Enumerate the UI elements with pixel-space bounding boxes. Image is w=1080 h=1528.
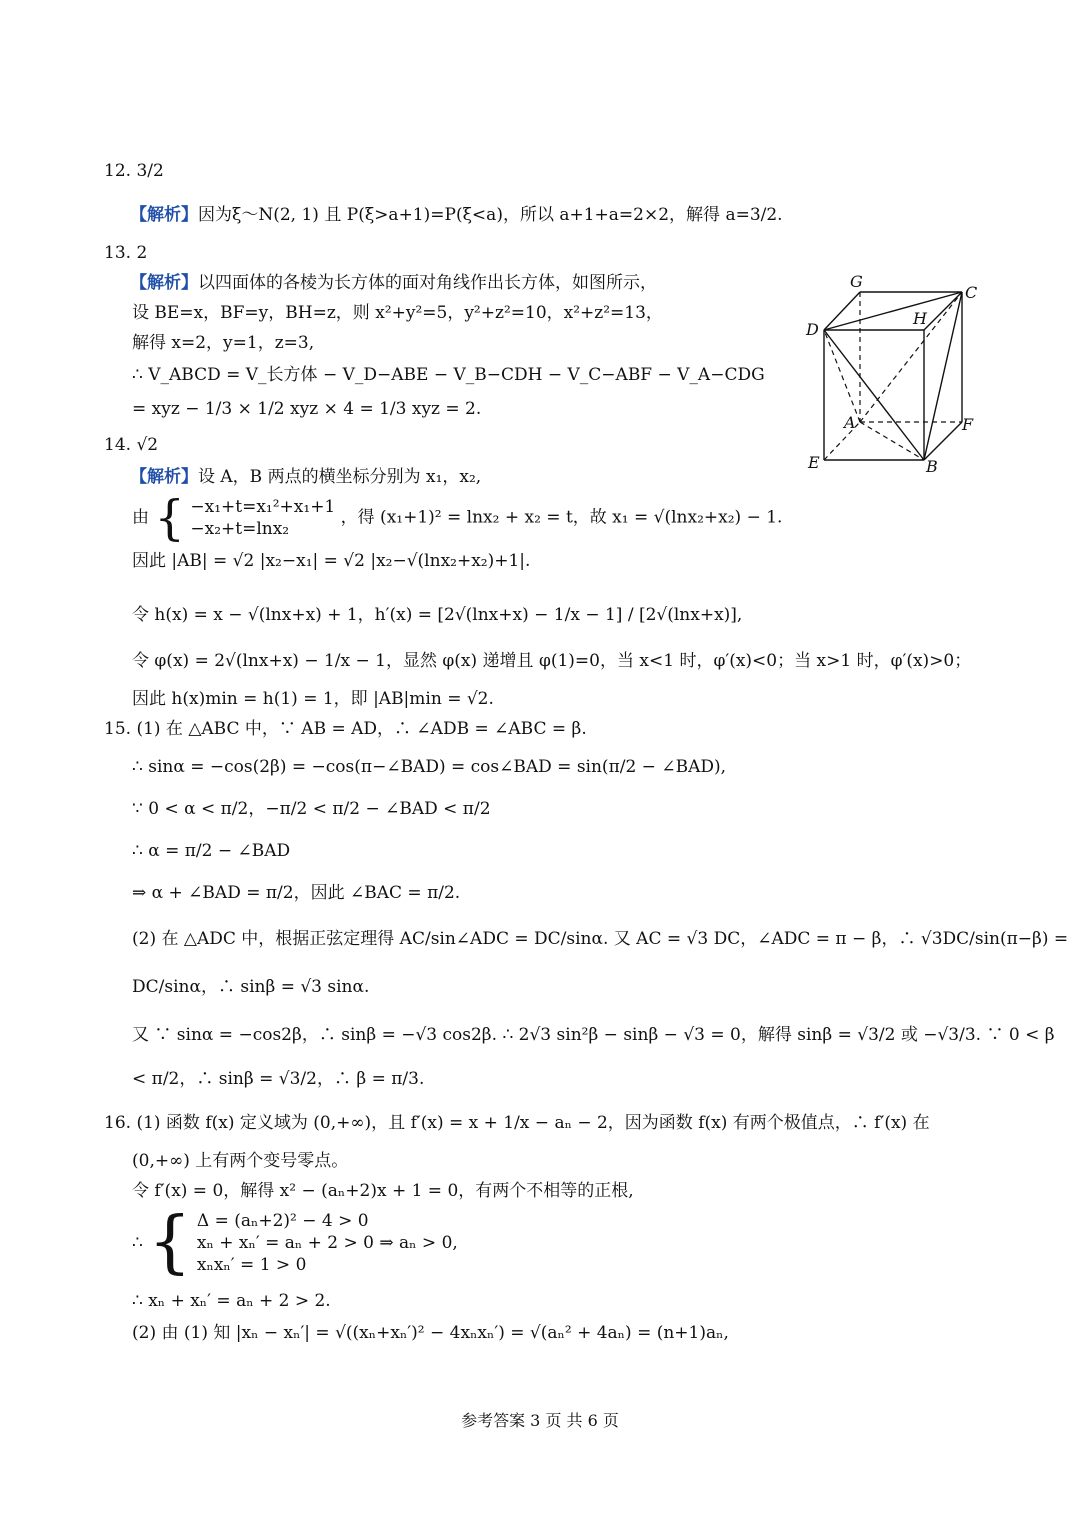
q16-system-eq1: Δ = (aₙ+2)² − 4 > 0	[196, 1211, 369, 1231]
edge-AD	[824, 330, 860, 422]
q13-solution-line1	[130, 272, 657, 294]
label-F: F	[962, 415, 974, 434]
q15-line1: 15. (1) 在 △ABC 中，∵ AB = AD，∴ ∠ADB = ∠ABC = β.	[104, 719, 587, 739]
q15-line4: ∴ α = π/2 − ∠BAD	[132, 841, 291, 861]
edge-CB	[924, 292, 962, 460]
q14-system	[190, 496, 335, 540]
q13-solution-line3: 解得 x=2，y=1，z=3,	[132, 333, 315, 353]
q16-line3: 令 f′(x) = 0，解得 x² − (aₙ+2)x + 1 = 0，有两个不相等的正根,	[132, 1181, 634, 1201]
q15-line3: ∵ 0 < α < π/2，−π/2 < π/2 − ∠BAD < π/2	[132, 799, 491, 819]
q16-system-block	[132, 1203, 458, 1282]
edge-DB	[824, 330, 924, 460]
label-A: A	[844, 413, 856, 432]
q13-heading: 13. 2	[104, 243, 148, 263]
q15-line6: (2) 在 △ADC 中，根据正弦定理得 AC/sin∠ADC = DC/sinα. 又 AC = √3 DC，∠ADC = π − β，∴ √3DC/sin(π−β) =	[132, 929, 1069, 949]
q16-line2: (0,+∞) 上有两个变号零点。	[132, 1151, 349, 1171]
q13-text: 以四面体的各棱为长方体的面对角线作出长方体，如图所示，	[198, 273, 657, 293]
q12-number: 12.	[104, 161, 132, 181]
edge-DG	[824, 292, 860, 330]
q13-solution-line4: ∴ V_ABCD = V_长方体 − V_D−ABE − V_B−CDH − V_C−ABF − V_A−CDG	[132, 365, 765, 385]
q14-solution-line5: 令 φ(x) = 2√(lnx+x) − 1/x − 1，显然 φ(x) 递增且 φ(1)=0，当 x<1 时，φ′(x)<0；当 x>1 时，φ′(x)>0；	[132, 651, 972, 671]
cuboid-figure	[800, 272, 990, 482]
edge-BF	[924, 422, 962, 460]
q14-line2-suffix: ，得 (x₁+1)² = lnx₂ + x₂ = t，故 x₁ = √(lnx₂+x₂) − 1.	[340, 507, 783, 528]
page-footer: 参考答案 3 页 共 6 页	[461, 1411, 619, 1430]
q14-solution-line1	[130, 466, 481, 488]
label-B: B	[926, 457, 938, 476]
label-H: H	[913, 309, 927, 328]
q16-system-eq3: xₙxₙ′ = 1 > 0	[196, 1255, 307, 1275]
q12-answer: 3/2	[136, 161, 164, 181]
q15-line9: < π/2，∴ sinβ = √3/2，∴ β = π/3.	[132, 1069, 425, 1089]
edge-AB	[860, 422, 924, 460]
q16-system	[197, 1210, 458, 1276]
q14-text: 设 A，B 两点的横坐标分别为 x₁，x₂,	[198, 467, 482, 487]
solution-tag: 【解析】	[130, 273, 198, 293]
q16-line1: 16. (1) 函数 f(x) 定义域为 (0,+∞)，且 f′(x) = x + 1/x − aₙ − 2，因为函数 f(x) 有两个极值点，∴ f′(x) 在	[104, 1113, 930, 1133]
q14-solution-line2	[132, 490, 783, 546]
q12-solution-text: 因为ξ～N(2, 1) 且 P(ξ>a+1)=P(ξ<a)，所以 a+1+a=2×2，解得 a=3/2.	[198, 205, 783, 225]
q14-system-eq1: −x₁+t=x₁²+x₁+1	[190, 497, 336, 517]
q14-line2-prefix: 由	[132, 507, 149, 528]
q14-solution-line4: 令 h(x) = x − √(lnx+x) + 1，h′(x) = [2√(lnx+x) − 1/x − 1] / [2√(lnx+x)],	[132, 605, 743, 625]
q13-solution-line2: 设 BE=x，BF=y，BH=z，则 x²+y²=5，y²+z²=10，x²+z²=13，	[132, 303, 663, 323]
q14-heading: 14. √2	[104, 435, 159, 455]
q13-solution-line5: = xyz − 1/3 × 1/2 xyz × 4 = 1/3 xyz = 2.	[132, 399, 482, 419]
q12-heading	[104, 160, 164, 182]
solution-tag: 【解析】	[130, 467, 198, 487]
label-C: C	[965, 283, 978, 302]
therefore-symbol: ∴	[132, 1233, 143, 1253]
q15-line7: DC/sinα，∴ sinβ = √3 sinα.	[132, 977, 370, 997]
edge-DC	[824, 292, 962, 330]
q12-solution	[130, 204, 783, 226]
system-brace: {	[148, 1203, 192, 1282]
q15-line8: 又 ∵ sinα = −cos2β，∴ sinβ = −√3 cos2β. ∴ 2√3 sin²β − sinβ − √3 = 0，解得 sinβ = √3/2 或 −√3/3. ∵ 0 < β	[132, 1025, 1055, 1045]
q14-solution-line3: 因此 |AB| = √2 |x₂−x₁| = √2 |x₂−√(lnx₂+x₂)+1|.	[132, 551, 531, 571]
q15-line5: ⇒ α + ∠BAD = π/2，因此 ∠BAC = π/2.	[132, 883, 461, 903]
q16-system-eq2: xₙ + xₙ′ = aₙ + 2 > 0 ⇒ aₙ > 0,	[196, 1233, 458, 1253]
q14-system-eq2: −x₂+t=lnx₂	[190, 519, 290, 539]
system-brace: {	[154, 490, 185, 546]
q14-solution-line6: 因此 h(x)min = h(1) = 1，即 |AB|min = √2.	[132, 689, 494, 709]
label-D: D	[806, 320, 819, 339]
q15-line2: ∴ sinα = −cos(2β) = −cos(π−∠BAD) = cos∠BAD = sin(π/2 − ∠BAD),	[132, 757, 727, 777]
solution-tag: 【解析】	[130, 205, 198, 225]
q16-line4: ∴ xₙ + xₙ′ = aₙ + 2 > 2.	[132, 1291, 331, 1311]
label-G: G	[850, 272, 863, 291]
q16-line5: (2) 由 (1) 知 |xₙ − xₙ′| = √((xₙ+xₙ′)² − 4xₙxₙ′) = √(aₙ² + 4aₙ) = (n+1)aₙ,	[132, 1323, 729, 1343]
label-E: E	[808, 453, 820, 472]
